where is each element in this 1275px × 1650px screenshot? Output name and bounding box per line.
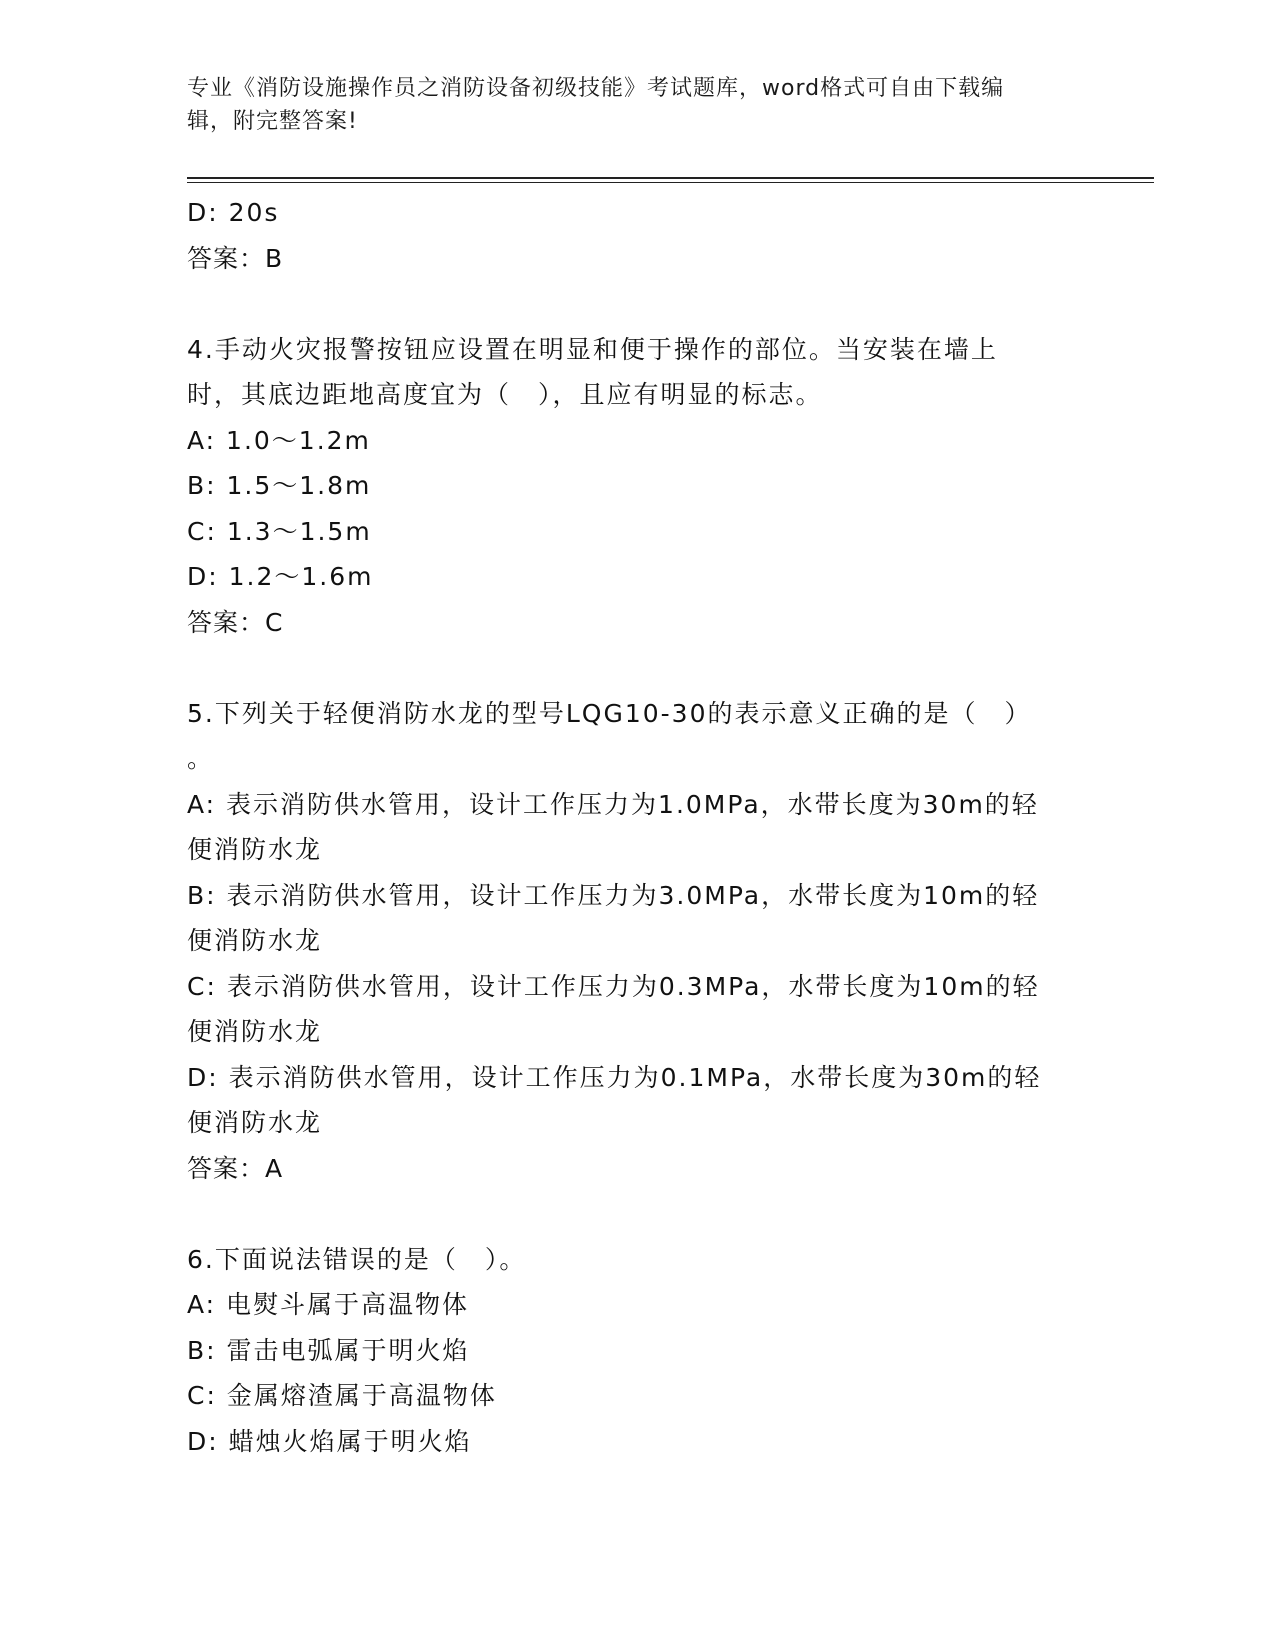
header-line-2: 辑，附完整答案! bbox=[187, 109, 358, 134]
header-divider-thick bbox=[187, 177, 1154, 179]
question-stem: 6.下面说法错误的是（ ）。 bbox=[187, 1244, 527, 1274]
prev-question-option-d: D: 20s bbox=[187, 198, 280, 227]
question-stem: 。 bbox=[187, 744, 215, 773]
option-b-continued: 便消防水龙 bbox=[187, 926, 323, 955]
answer: 答案：A bbox=[187, 1153, 284, 1183]
header-line-1: 专业《消防设施操作员之消防设备初级技能》考试题库，word格式可自由下载编 bbox=[187, 76, 1005, 101]
option-c-continued: 便消防水龙 bbox=[187, 1017, 323, 1046]
question-5 bbox=[187, 691, 1087, 1192]
option-b: B: 表示消防供水管用，设计工作压力为3.0MPa，水带长度为10m的轻 bbox=[187, 880, 1040, 910]
spacer bbox=[187, 281, 1087, 327]
question-4 bbox=[187, 327, 1087, 646]
option-a-continued: 便消防水龙 bbox=[187, 835, 323, 864]
option-c: C: 金属熔渣属于高温物体 bbox=[187, 1381, 497, 1410]
answer: 答案：C bbox=[187, 607, 284, 637]
option-d: D: 蜡烛火焰属于明火焰 bbox=[187, 1426, 472, 1456]
option-a: A: 表示消防供水管用，设计工作压力为1.0MPa，水带长度为30m的轻 bbox=[187, 789, 1039, 819]
document-header bbox=[187, 72, 1087, 138]
spacer bbox=[187, 1191, 1087, 1237]
option-b: B: 雷击电弧属于明火焰 bbox=[187, 1335, 470, 1365]
option-a: A: 电熨斗属于高温物体 bbox=[187, 1290, 470, 1319]
question-stem: 时，其底边距地高度宜为（ ），且应有明显的标志。 bbox=[187, 380, 823, 409]
question-6 bbox=[187, 1237, 1087, 1465]
question-stem: 4.手动火灾报警按钮应设置在明显和便于操作的部位。当安装在墙上 bbox=[187, 334, 998, 364]
option-d-continued: 便消防水龙 bbox=[187, 1108, 323, 1137]
question-content bbox=[187, 190, 1087, 1464]
spacer bbox=[187, 645, 1087, 691]
option-a: A: 1.0～1.2m bbox=[187, 425, 371, 455]
option-d: D: 1.2～1.6m bbox=[187, 562, 374, 591]
option-b: B: 1.5～1.8m bbox=[187, 471, 372, 500]
option-c: C: 表示消防供水管用，设计工作压力为0.3MPa，水带长度为10m的轻 bbox=[187, 971, 1040, 1001]
option-c: C: 1.3～1.5m bbox=[187, 516, 372, 546]
header-divider-thin bbox=[187, 182, 1154, 183]
option-d: D: 表示消防供水管用，设计工作压力为0.1MPa，水带长度为30m的轻 bbox=[187, 1062, 1042, 1092]
prev-question-answer: 答案：B bbox=[187, 243, 284, 273]
question-stem: 5.下列关于轻便消防水龙的型号LQG10-30的表示意义正确的是（ ） bbox=[187, 698, 1032, 728]
